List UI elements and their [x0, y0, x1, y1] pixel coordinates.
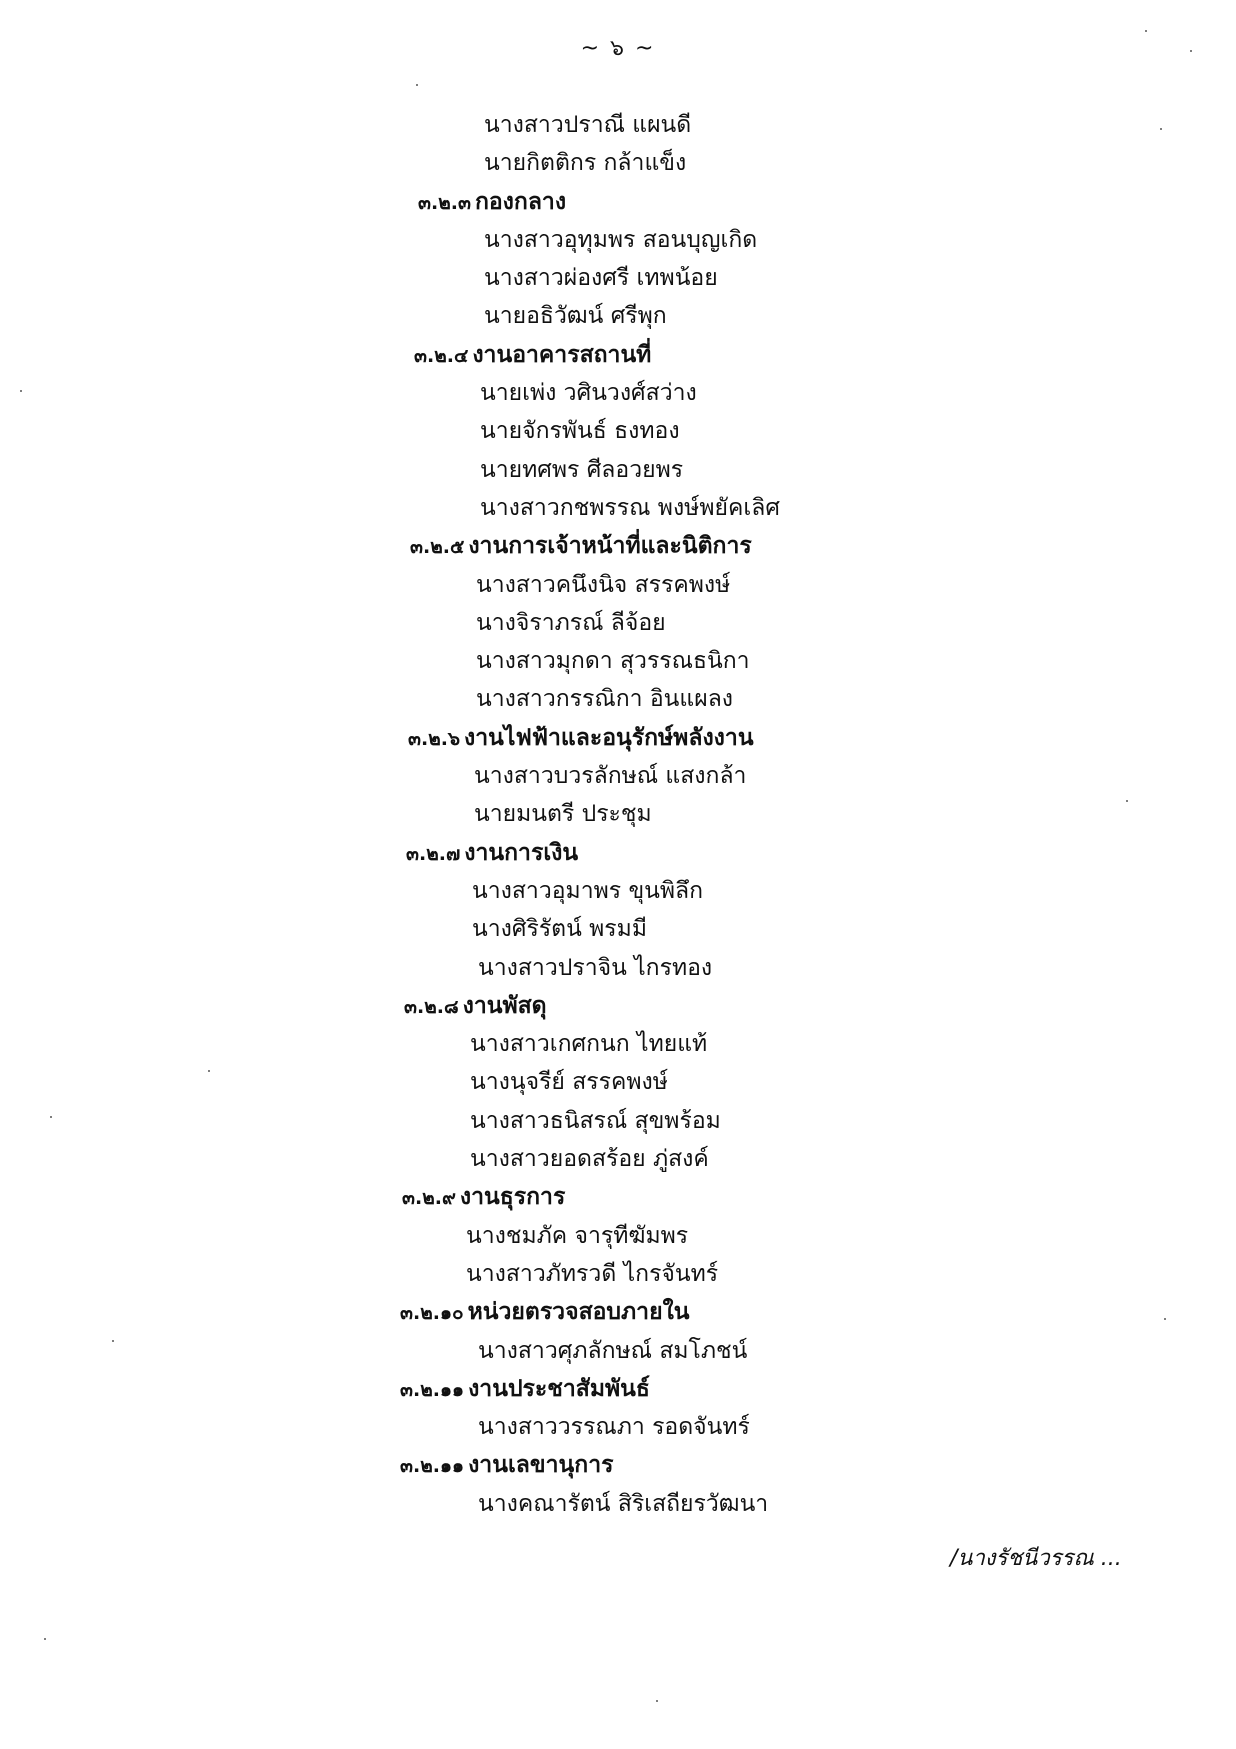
section-number: ๓.๒.๖ [408, 727, 461, 750]
section-title: งานไฟฟ้าและอนุรักษ์พลังงาน [464, 724, 754, 751]
section-number: ๓.๒.๘ [404, 995, 459, 1018]
section-title: งานอาคารสถานที่ [472, 341, 652, 368]
section-title: กองกลาง [474, 188, 567, 215]
person-name: นางสาวปราณี แผนดี [484, 112, 692, 138]
person-name: นางจิราภรณ์ ลีจ้อย [476, 609, 666, 636]
person-name: นายกิตติกร กล้าแข็ง [484, 150, 687, 177]
person-name: นางสาวมุกดา สุวรรณธนิกา [476, 648, 750, 675]
person-name: นางสาวผ่องศรี เทพน้อย [484, 265, 718, 292]
scan-speck [1190, 50, 1192, 52]
section-title: งานพัสดุ [462, 992, 547, 1019]
person-name: นางศิริรัตน์ พรมมี [472, 916, 647, 943]
person-name: นางสาวยอดสร้อย ภู่สงค์ [470, 1146, 709, 1173]
scan-speck [416, 84, 418, 86]
person-name: นายอธิวัฒน์ ศรีพุก [484, 303, 667, 330]
section-number: ๓.๒.๗ [406, 842, 461, 865]
person-name: นายเพ่ง วศินวงศ์สว่าง [480, 380, 697, 407]
person-name: นางสาวอุมาพร ขุนพิลึก [472, 877, 704, 904]
scan-speck [208, 1070, 210, 1072]
section-title: งานธุรการ [459, 1184, 566, 1211]
section-number: ๓.๒.๑๐ [400, 1302, 464, 1325]
person-name: นางสาวศุภลักษณ์ สมโภชน์ [478, 1337, 748, 1364]
person-name: นางสาวภัทรวดี ไกรจันทร์ [466, 1260, 719, 1287]
person-name: นายจักรพันธ์ ธงทอง [480, 418, 680, 445]
scan-speck [656, 1700, 658, 1702]
section-title: งานเลขานุการ [468, 1452, 614, 1479]
person-name: นางสาววรรณภา รอดจันทร์ [478, 1414, 750, 1441]
section-title: งานประชาสัมพันธ์ [468, 1375, 650, 1402]
section-number: ๓.๒.๙ [402, 1187, 456, 1210]
section-heading [0, 987, 1236, 1025]
person-name: นางสาวกรรณิกา อินแผลง [476, 686, 734, 713]
section-heading [0, 719, 1236, 757]
section-heading [0, 527, 1236, 565]
section-heading [0, 336, 1236, 374]
person-name: นางสาวธนิสรณ์ สุขพร้อม [470, 1107, 721, 1134]
section-number: ๓.๒.๕ [410, 536, 465, 559]
section-number: ๓.๒.๓ [418, 191, 471, 214]
scan-speck [50, 1116, 52, 1118]
person-name: นางสาวปราจิน ไกรทอง [478, 954, 713, 981]
section-heading [0, 1370, 1236, 1408]
scan-speck [1145, 30, 1147, 32]
section-number: ๓.๒.๑๑ [400, 1455, 465, 1478]
person-name: นางนุจรีย์ สรรคพงษ์ [470, 1069, 668, 1096]
section-title: หน่วยตรวจสอบภายใน [467, 1299, 690, 1326]
person-name: นายมนตรี ประชุม [474, 801, 652, 828]
section-heading [0, 1446, 1236, 1484]
person-name: นางสาวอุทุมพร สอนบุญเกิด [484, 226, 758, 253]
scan-speck [20, 390, 22, 392]
continuation-reference: /นางรัชนีวรรณ ... [950, 1546, 1122, 1571]
section-title: งานการเงิน [464, 839, 579, 866]
page-number: ~ ๖ ~ [580, 36, 656, 61]
person-name: นางชมภัค จารุทีฆัมพร [466, 1222, 689, 1249]
section-title: งานการเจ้าหน้าที่และนิติการ [468, 533, 752, 560]
scan-speck [44, 1638, 46, 1640]
scan-speck [1126, 800, 1128, 802]
section-number: ๓.๒.๔ [414, 344, 469, 367]
section-heading [0, 834, 1236, 872]
section-heading [0, 1178, 1236, 1216]
person-name: นางคณารัตน์ สิริเสถียรวัฒนา [478, 1490, 769, 1517]
person-name: นายทศพร ศีลอวยพร [480, 456, 684, 483]
scan-speck [1160, 128, 1162, 130]
scan-speck [1164, 1318, 1166, 1320]
personnel-list [0, 106, 1236, 1523]
section-heading [0, 183, 1236, 221]
section-heading [0, 1293, 1236, 1331]
person-name: นางสาวคนึงนิจ สรรคพงษ์ [476, 571, 731, 598]
person-name: นางสาวกชพรรณ พงษ์พยัคเลิศ [480, 494, 780, 521]
scan-speck [112, 1340, 114, 1342]
person-name: นางสาวเกศกนก ไทยแท้ [470, 1031, 708, 1058]
person-name: นางสาวบวรลักษณ์ แสงกล้า [474, 763, 747, 790]
section-number: ๓.๒.๑๑ [400, 1378, 465, 1401]
